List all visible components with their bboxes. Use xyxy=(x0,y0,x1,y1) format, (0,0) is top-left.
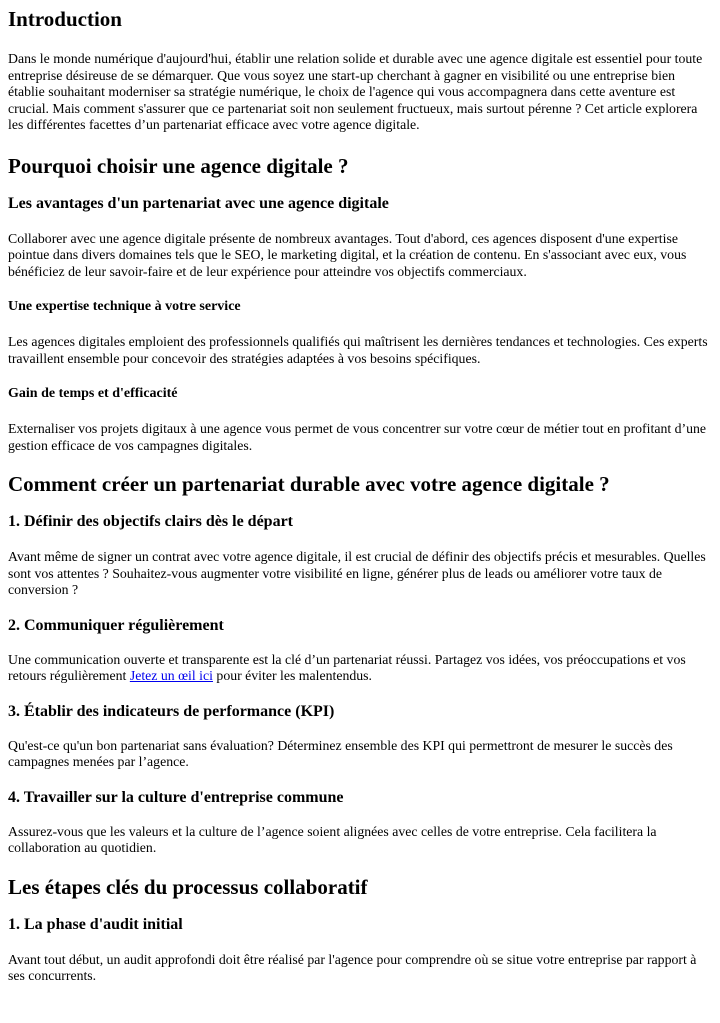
audit-heading: 1. La phase d'audit initial xyxy=(8,915,183,933)
jetez-un-oeil-link[interactable]: Jetez un œil ici xyxy=(129,668,213,683)
step1-heading: 1. Définir des objectifs clairs dès le départ xyxy=(8,513,293,530)
step2-heading: 2. Communiquer régulièrement xyxy=(8,616,224,634)
step3-heading: 3. Établir des indicateurs de performance (KPI) xyxy=(8,702,335,720)
expertise-heading: Une expertise technique à votre service xyxy=(8,299,241,314)
step2-paragraph xyxy=(8,652,713,685)
step2-text-after: pour éviter les malentendus. xyxy=(212,668,372,683)
step2-text-before: Une communication ouverte et transparente est la clé d’un partenariat réussi. Partagez vos idées, vos préoccupations et vos retours régulièrement xyxy=(8,651,686,683)
time-paragraph: Externaliser vos projets digitaux à une agence vous permet de vous concentrer sur votre cœur de métier tout en profitant d’une gestion efficace de vos campagnes digitales. xyxy=(8,421,707,453)
advantages-heading: Les avantages d'un partenariat avec une agence digitale xyxy=(8,194,389,212)
step4-heading: 4. Travailler sur la culture d'entreprise commune xyxy=(8,788,344,806)
intro-heading: Introduction xyxy=(8,7,122,31)
how-heading: Comment créer un partenariat durable avec votre agence digitale ? xyxy=(8,472,610,496)
audit-paragraph: Avant tout début, un audit approfondi doit être réalisé par l'agence pour comprendre où se situe votre entreprise par rapport à ses concurrents. xyxy=(8,951,697,983)
intro-paragraph: Dans le monde numérique d'aujourd'hui, établir une relation solide et durable avec une agence digitale est essentiel pour toute entreprise désireuse de se démarquer. Que vous soyez une start-up cherchant à gagner en visibilité ou une entreprise bien établie souhaitant moderniser sa stratégie numérique, le choix de l'agence qui vous accompagnera dans cette aventure est crucial. Mais comment s'assurer que ce partenariat soit non seulement fructueux, mais surtout pérenne ? Cet article explorera les différentes facettes d’un partenariat efficace avec votre agence digitale. xyxy=(8,51,703,132)
why-heading: Pourquoi choisir une agence digitale ? xyxy=(8,153,349,178)
article xyxy=(0,6,720,985)
process-heading: Les étapes clés du processus collaboratif xyxy=(8,874,368,899)
step3-paragraph: Qu'est-ce qu'un bon partenariat sans évaluation? Déterminez ensemble des KPI qui permettront de mesurer le succès des campagnes menées par l’agence. xyxy=(8,737,673,769)
expertise-paragraph: Les agences digitales emploient des professionnels qualifiés qui maîtrisent les dernières tendances et technologies. Ces experts travaillent ensemble pour concevoir des stratégies adaptées à vos besoins spécifiques. xyxy=(8,334,708,366)
step4-paragraph: Assurez-vous que les valeurs et la culture de l’agence soient alignées avec celles de votre entreprise. Cela facilitera la collaboration au quotidien. xyxy=(8,823,657,855)
advantages-paragraph: Collaborer avec une agence digitale présente de nombreux avantages. Tout d'abord, ces agences disposent d'une expertise pointue dans divers domaines tels que le SEO, le marketing digital, et la création de contenu. En s'associant avec eux, vous bénéficiez de leur savoir-faire et de leur expérience pour atteindre vos objectifs commerciaux. xyxy=(8,230,687,279)
step1-paragraph: Avant même de signer un contrat avec votre agence digitale, il est crucial de définir des objectifs précis et mesurables. Quelles sont vos attentes ? Souhaitez-vous augmenter votre visibilité en ligne, générer plus de leads ou améliorer votre taux de conversion ? xyxy=(8,549,706,597)
time-heading: Gain de temps et d'efficacité xyxy=(8,386,178,401)
